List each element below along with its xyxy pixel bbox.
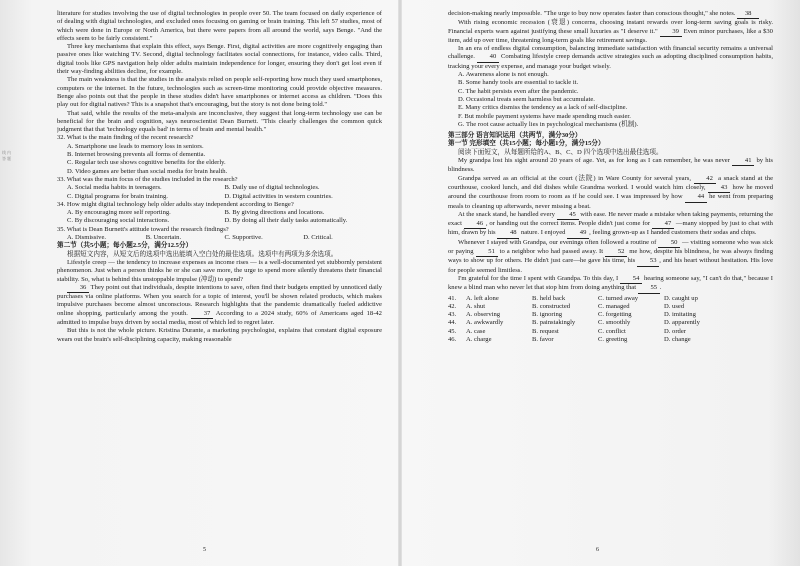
cloze-option: C. conflict [598, 327, 626, 335]
page-number: 6 [596, 547, 599, 553]
cloze-option: A. charge [466, 335, 492, 343]
passage-paragraph [448, 19, 773, 45]
cloze-option: D. imitating [664, 311, 696, 319]
q34-option: B. By giving directions and locations. [224, 209, 325, 217]
passage-text: With rising economic recession (衰退) concerns, choosing instant rewards over long-term saving goals is risky. Financial experts warn against justifying these small luxuries as "I deserve it." [448, 19, 773, 35]
cloze-option: C. forgetting [598, 311, 632, 319]
cloze-option: D. order [664, 327, 686, 335]
choice-option: B. Some handy tools are essential to tackle it. [458, 79, 579, 87]
question-35-stem: 35. What is Dean Burnett's attitude toward the research findings? [57, 225, 229, 233]
cloze-option: C. managed [598, 302, 630, 310]
blank-47[interactable]: 47 [652, 220, 674, 229]
cloze-option: A. awkwardly [466, 319, 504, 327]
part-3-heading: 第三部分 语言知识运用（共两节，满分30分） [448, 132, 582, 140]
blank-48[interactable]: 48 [497, 229, 519, 238]
cloze-text: Whenever I stayed with Grandpa, our evenings often followed a routine of [458, 238, 657, 246]
passage-paragraph: Lifestyle creep — the tendency to increase expenses as income rises — is a well-documented yet stubbornly persistent phenomenon. Just when a person thinks he or she can save more, the urge to spend more silently threatens their financial stability. So, what is behind this unstoppable impulse (冲动) to spend? [57, 258, 382, 283]
option-number: 44. [448, 319, 457, 327]
cloze-option: B. held back [532, 294, 566, 302]
blank-55[interactable]: 55 [638, 284, 660, 293]
left-page [57, 10, 382, 545]
blank-52[interactable]: 52 [605, 248, 627, 257]
question-34-stem: 34. How might digital technology help older adults stay independent according to Benge? [57, 200, 294, 208]
passage-text: Even minor purchases, like a $30 item, add up over time, threatening long-term goals like retirement savings. [448, 27, 773, 44]
cloze-option: C. greeting [598, 335, 628, 343]
cloze-option: B. ignoring [532, 311, 563, 319]
cloze-text: to a neighbor who had passed away. It [499, 248, 604, 256]
page-number: 5 [203, 547, 206, 553]
q32-option: C. Regular tech use shows cognitive benefits for the elderly. [67, 159, 226, 167]
cloze-text: a snack stand at the courthouse, cooked lunch, and did dishes while Grandma worked. I would watch him closely, [448, 174, 773, 191]
cloze-text: Grandpa served as an official at the court (法院) in Ware County for several years, [458, 174, 691, 182]
passage-text: They point out that individuals, despite intentions to save, often find their budgets emptied by unnoticed daily purchases via online platforms. When you search for a topic of interest, you'll be shown related products, which makes impulsive purchases become almost unconscious. Research highlights that the pandemic dramatically fueled addictive online shopping, particularly among the youth. [57, 283, 382, 317]
cloze-option: D. apparently [664, 319, 700, 327]
cloze-text: At the snack stand, he handled every [458, 210, 555, 218]
blank-42[interactable]: 42 [694, 175, 716, 184]
cloze-option: B. constructed [532, 302, 571, 310]
q33-option: B. Daily use of digital technologies. [224, 184, 320, 192]
cloze-text: . [659, 284, 662, 292]
blank-45[interactable]: 45 [557, 211, 579, 220]
cloze-option: A. left alone [466, 294, 499, 302]
cloze-option: A. case [466, 327, 486, 335]
q33-option: C. Digital programs for brain training. [67, 192, 168, 200]
cloze-text: , and his heart without hesitation. His love for people seemed limitless. [448, 257, 773, 274]
question-33-stem: 33. What was the main focus of the studies included in the research? [57, 175, 238, 183]
q33-option: A. Social media habits in teenagers. [67, 184, 162, 192]
cloze-paragraph [448, 211, 773, 239]
q32-option: A. Smartphone use leads to memory loss in seniors. [67, 142, 204, 150]
cloze-text: hearing someone say, "I can't do that," because I knew a blind man who never let that stop him from doing anything that [448, 274, 773, 292]
cloze-text: he went from preparing meals to cleaning up afterwards, never missing a beat. [448, 193, 773, 210]
passage-paragraph [448, 45, 773, 71]
passage-paragraph [448, 10, 773, 19]
cloze-text: My grandpa lost his sight around 20 years of age. Yet, as for long as I can remember, he was never [458, 157, 730, 165]
cloze-option: D. used [664, 302, 685, 310]
passage-paragraph: But this is not the whole picture. Kristina Durante, a marketing psychologist, explains that constant digital exposure wears out the brain's self-disciplining capacity, making reasonable [57, 327, 382, 343]
cloze-option: C. turned away [598, 294, 639, 302]
cloze-text: me how, despite his blindness, he was always finding ways to show up for others. He didn't just care—he gave his time, his [448, 248, 773, 265]
choice-option: E. Many critics dismiss the tendency as a lack of self-discipline. [458, 104, 628, 112]
cloze-text: , or handing out the correct items. People didn't just come for [485, 220, 651, 228]
cloze-option: D. change [664, 335, 691, 343]
q33-option: D. Digital activities in western countries. [224, 192, 333, 200]
q32-option: B. Internet browsing prevents all forms of dementia. [67, 151, 206, 159]
passage-text: decision-making nearly impossible. "The urge to buy now operates faster than conscious thought," she notes. [448, 10, 736, 17]
passage-text: According to a 2024 study, 60% of Americans aged 18-42 admitted to impulse buys driven by social media, most of which led to regret later. [57, 309, 382, 326]
cloze-option: B. painstakingly [532, 319, 576, 327]
choice-option: C. The habit persists even after the pandemic. [458, 87, 579, 95]
q34-options-row [57, 209, 382, 217]
section-1-heading: 第一节 完形填空（共15小题；每小题1分，满分15分） [448, 140, 605, 148]
q34-options-row [57, 217, 382, 225]
binding-margin-marks: 线 内 答 题 [2, 150, 11, 161]
q35-option: A. Dismissive. [67, 234, 107, 242]
cloze-text: —many stopped by just to chat with him, drawn by his [448, 220, 773, 237]
q35-option: B. Uncertain. [145, 234, 182, 242]
q35-option: C. Supportive. [224, 234, 263, 242]
cloze-option: D. caught up [664, 294, 698, 302]
blank-37[interactable]: 37 [191, 310, 213, 319]
option-number: 43. [448, 311, 457, 319]
section-1-instructions: 阅读下面短文，从每题所给的A、B、C、D 四个选项中选出最佳选项。 [458, 148, 663, 156]
blank-36[interactable]: 36 [67, 284, 89, 293]
q34-option: A. By encouraging more self reporting. [67, 209, 171, 217]
option-number: 45. [448, 327, 457, 335]
option-number: 42. [448, 302, 457, 310]
blank-40[interactable]: 40 [477, 53, 499, 62]
cloze-paragraph [448, 175, 773, 211]
blank-53[interactable]: 53 [637, 257, 659, 266]
blank-46[interactable]: 46 [464, 220, 486, 229]
blank-44[interactable]: 44 [685, 193, 707, 202]
blank-50[interactable]: 50 [658, 239, 680, 248]
blank-43[interactable]: 43 [708, 184, 730, 193]
blank-38[interactable]: 38 [737, 10, 759, 19]
cloze-text: how he moved around the courthouse from room to room as if he could see. I was impressed by how [448, 183, 773, 201]
passage-text: In an era of endless digital consumption, balancing immediate satisfaction with financial security remains a universal challenge. [448, 45, 773, 61]
choice-option: D. Occasional treats seem harmless but accumulate. [458, 95, 595, 103]
passage-text: Combating lifestyle creep demands active strategies such as adopting disciplined consumption habits, tracking your every expense, and manage your budget wisely. [448, 53, 773, 70]
passage-paragraph: The main weakness is that the studies in the analysis relied on people self-reporting how much they used smartphones, computers or the internet. In the future, technologies such as screen-time monitoring could provide objective measures. Benge also points out that the people in these studies didn't have smartphones or internet access as children. "Does this play out for digital natives? This is a snapshot that's encouraging, but the story is not done being told." [57, 76, 382, 109]
cloze-text: nature. I enjoyed [520, 229, 566, 237]
q32-option: D. Video games are better than social media for brain health. [67, 167, 228, 175]
right-page [448, 10, 773, 545]
blank-41[interactable]: 41 [732, 157, 754, 166]
blank-39[interactable]: 39 [660, 28, 682, 37]
blank-51[interactable]: 51 [476, 248, 498, 257]
option-number: 41. [448, 294, 457, 302]
cloze-option: A. shut [466, 302, 486, 310]
passage-paragraph: literature for studies involving the use of digital technologies in people over 50. The team focused on daily experience of of dealing with digital technologies, and excluded ones focusing on gaming or brain training. This left 57 studies, most of which were done in Europe or North America, but there were papers from all around the world, says Benge. "And the effects seem to be fairly consistent." [57, 10, 382, 42]
cloze-option: A. observing [466, 311, 501, 319]
choice-option: F. But mobile payment systems have made spending much easier. [458, 112, 631, 120]
section-2-instructions: 根据短文内容，从短文后的选项中选出能填入空白处的最佳选项。选项中有两项为多余选项。 [67, 250, 338, 258]
cloze-options-table [448, 295, 773, 345]
page-fold [398, 0, 402, 566]
cloze-text: by his blindness. [448, 157, 773, 174]
cloze-paragraph [448, 275, 773, 294]
q34-option: D. By doing all their daily tasks automatically. [224, 217, 348, 225]
passage-paragraph [57, 284, 382, 327]
cloze-text: I'm grateful for the time I spent with Grandpa. To this day, I [458, 274, 619, 282]
q35-option: D. Critical. [303, 234, 333, 242]
cloze-text: with ease. He never made a mistake when taking payments, returning the exact [448, 210, 773, 228]
cloze-option: B. request [532, 327, 559, 335]
section-2-heading: 第二节（共5小题；每小题2.5分，满分12.5分） [57, 242, 193, 250]
q33-options-row [57, 193, 382, 201]
cloze-option: B. favor [532, 335, 554, 343]
blank-49[interactable]: 49 [567, 229, 589, 238]
question-32-stem: 32. What is the main finding of the recent research? [57, 134, 194, 142]
choice-option: A. Awareness alone is not enough. [458, 71, 549, 79]
option-number: 46. [448, 335, 457, 343]
blank-54[interactable]: 54 [620, 275, 642, 284]
cloze-paragraph [448, 157, 773, 175]
q33-options-row [57, 184, 382, 192]
choice-option: G. The root cause actually lies in psychological mechanisms (机制). [458, 120, 639, 128]
passage-paragraph: That said, while the results of the meta-analysis are inconclusive, they suggest that long-term technology use can be beneficial for the brain and cognition, says neuroscientist Dean Burnett. "This clearly challenges the common quick judgment that that 'technology equals bad' in terms of brain and mental health." [57, 109, 382, 134]
cloze-text: , feeling grown-up as I handed customers their sodas and chips. [589, 229, 757, 237]
q34-option: C. By discouraging social interactions. [67, 217, 170, 225]
cloze-text: — visiting someone who was sick or paying [448, 238, 773, 256]
cloze-paragraph [448, 239, 773, 275]
passage-paragraph: Three key mechanisms that explain this effect, says Benge. First, digital activities are more cognitively engaging than passive ones like watching TV. Second, digital technology facilitates social connections, for instance, video calls. Third, digital tools like GPS navigation help older adults maintain independence for longer, ensuring they don't get lost even if their way-finding abilities decline, for example. [57, 43, 382, 76]
cloze-option: C. smoothly [598, 319, 631, 327]
